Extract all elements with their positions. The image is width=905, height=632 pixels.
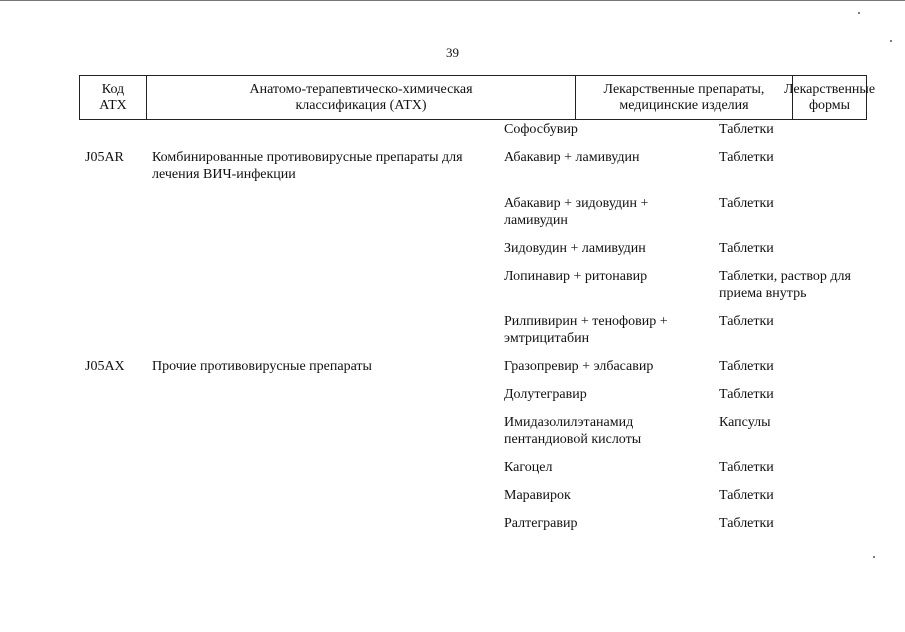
- dosage-form: Таблетки: [719, 196, 774, 211]
- drug-name: Рилпивирин + тенофовир + эмтрицитабин: [504, 314, 668, 346]
- dosage-form: Таблетки: [719, 359, 774, 374]
- dosage-form: Таблетки: [719, 241, 774, 256]
- drug-name: Долутегравир: [504, 387, 587, 402]
- drug-name: Лопинавир + ритонавир: [504, 269, 648, 284]
- atc-code: J05AX: [85, 359, 125, 374]
- header-forms: Лекарственные формы: [783, 81, 876, 113]
- scan-border-line: [0, 0, 905, 1]
- drug-name: Имидазолилэтанамид пентандиовой кислоты: [504, 415, 642, 447]
- drug-name: Кагоцел: [504, 460, 553, 475]
- dosage-form: Таблетки, раствор для приема внутрь: [719, 269, 851, 301]
- scan-speck: [858, 12, 860, 14]
- drug-name: Абакавир + зидовудин + ламивудин: [504, 196, 649, 228]
- header-classification: Анатомо-терапевтическо-химическая классификация (АТХ): [147, 76, 576, 119]
- scan-speck: [890, 40, 892, 42]
- page-number: 39: [446, 45, 459, 60]
- drug-name: Маравирок: [504, 488, 571, 503]
- dosage-form: Таблетки: [719, 516, 774, 531]
- drug-name: Абакавир + ламивудин: [504, 150, 640, 165]
- scan-speck: [873, 556, 875, 558]
- drug-name: Гразопревир + элбасавир: [504, 359, 654, 374]
- header-drugs: Лекарственные препараты, медицинские изделия: [576, 76, 793, 119]
- dosage-form: Таблетки: [719, 314, 774, 329]
- dosage-form: Таблетки: [719, 150, 774, 165]
- atc-code: J05AR: [85, 150, 124, 165]
- atc-classification: Комбинированные противовирусные препараты для лечения ВИЧ-инфекции: [152, 150, 463, 182]
- dosage-form: Таблетки: [719, 460, 774, 475]
- drug-name: Ралтегравир: [504, 516, 578, 531]
- dosage-form: Таблетки: [719, 488, 774, 503]
- drug-name: Зидовудин + ламивудин: [504, 241, 646, 256]
- atc-classification: Прочие противовирусные препараты: [152, 359, 372, 374]
- drug-name: Софосбувир: [504, 122, 578, 137]
- table-header: [79, 75, 876, 120]
- dosage-form: Капсулы: [719, 415, 771, 430]
- dosage-form: Таблетки: [719, 122, 774, 137]
- dosage-form: Таблетки: [719, 387, 774, 402]
- header-code: Код АТХ: [80, 76, 147, 119]
